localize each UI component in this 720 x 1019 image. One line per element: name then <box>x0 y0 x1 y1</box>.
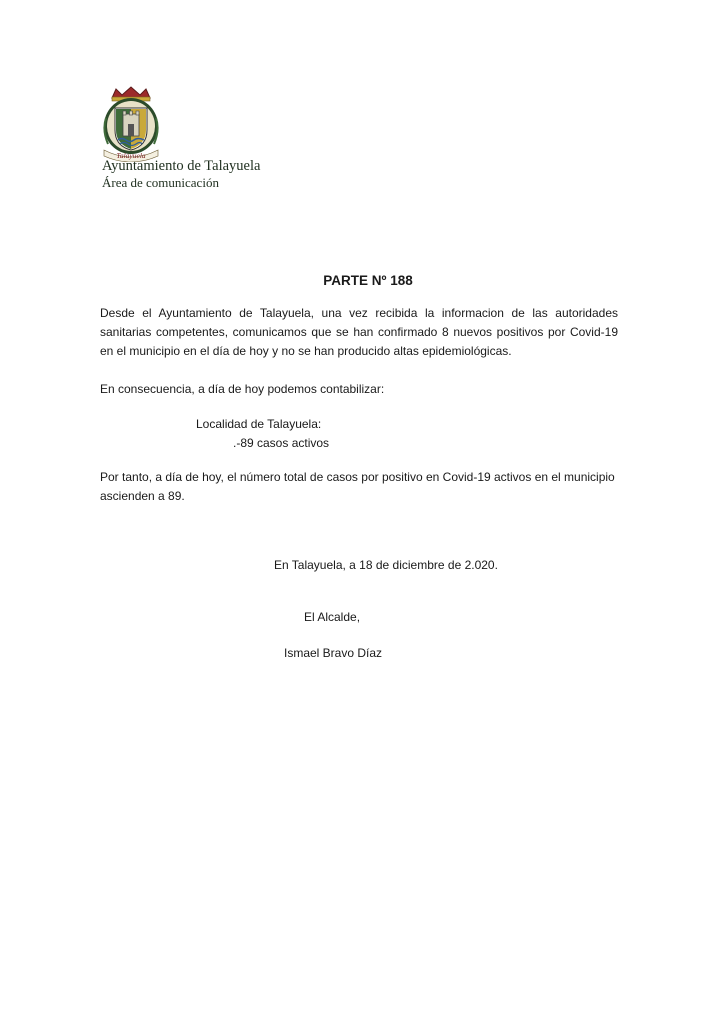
paragraph-consequence: En consecuencia, a día de hoy podemos contabilizar: <box>100 382 385 396</box>
paragraph-total: Por tanto, a día de hoy, el número total de casos por positivo en Covid-19 activos en el municipio ascienden a 89. <box>100 470 615 503</box>
coat-of-arms-logo <box>98 84 164 162</box>
date-line: En Talayuela, a 18 de diciembre de 2.020. <box>274 558 498 572</box>
locality-cases: .-89 casos activos <box>233 436 330 450</box>
locality-label: Localidad de Talayuela: <box>196 417 322 431</box>
paragraph-announcement: Desde el Ayuntamiento de Talayuela, una vez recibida la informacion de las autoridades sanitarias competentes, comunicamos que se han confirmado 8 nuevos positivos por Covid-19 en el municipio en el día de hoy y no se han producido altas epidemiológicas. <box>100 306 618 358</box>
signature-name: Ismael Bravo Díaz <box>284 646 383 660</box>
signature-role: El Alcalde, <box>304 610 361 624</box>
document-title: PARTE Nº 188 <box>323 273 413 288</box>
department-name: Área de comunicación <box>102 175 219 190</box>
svg-text:Talayuela: Talayuela <box>116 151 146 160</box>
letterhead <box>98 84 298 194</box>
organization-name: Ayuntamiento de Talayuela <box>102 158 261 174</box>
